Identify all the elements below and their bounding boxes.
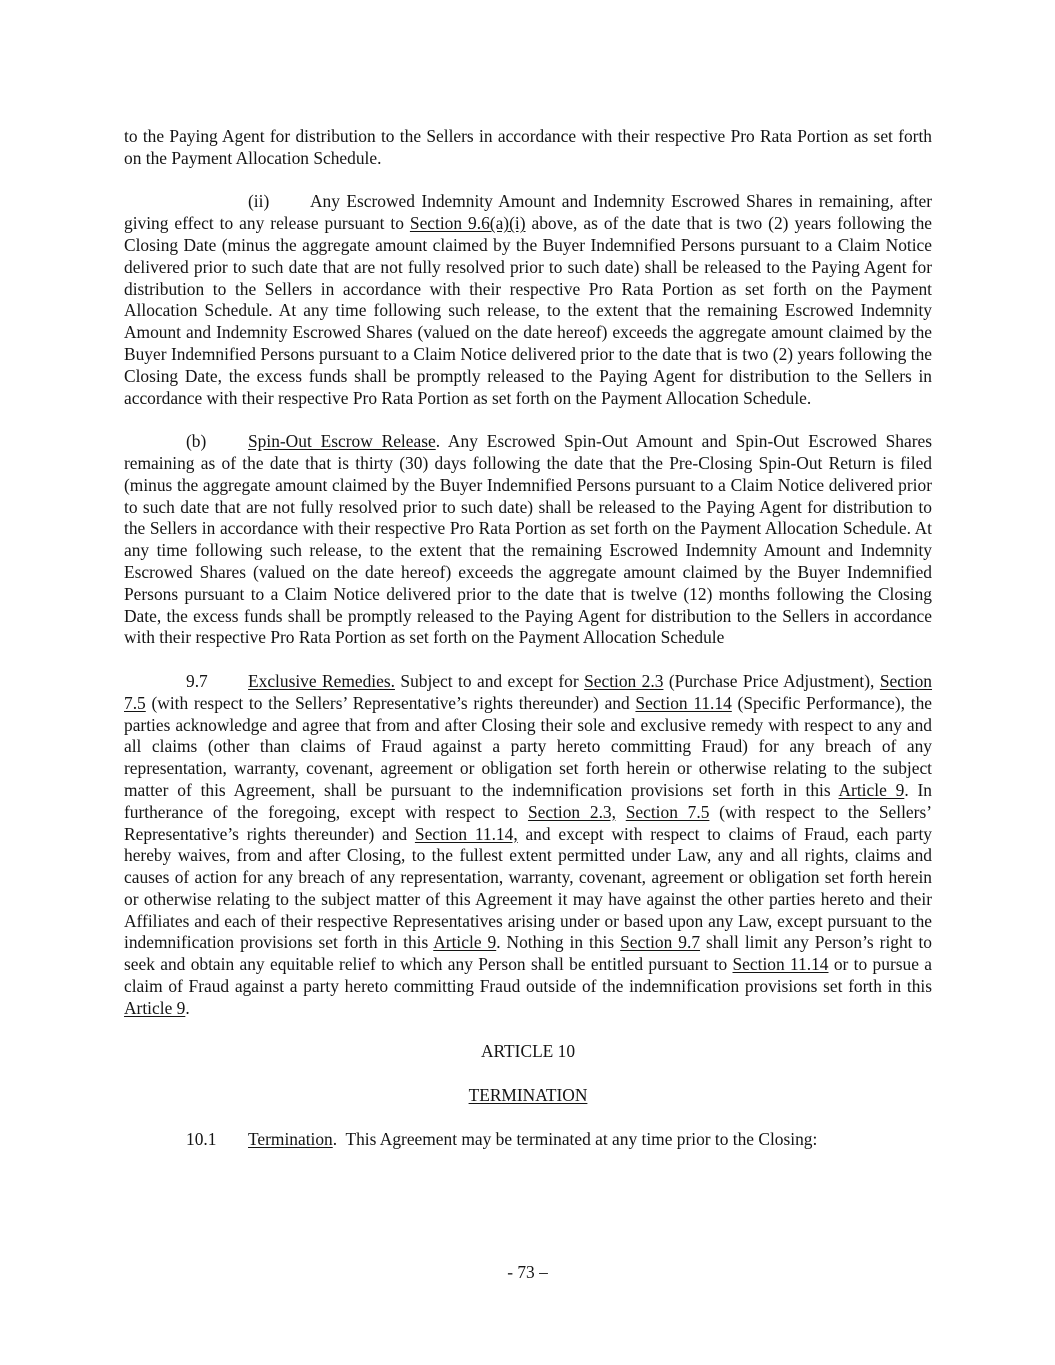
paragraph-text: . This Agreement may be terminated at any time prior to the Closing: <box>332 1128 818 1149</box>
section-9-7 <box>124 671 932 1020</box>
paragraph-text: and except with respect to claims of Fraud, each party hereby waives, from and after Closing, to the fullest extent permitted under Law, any and all rights, claims and causes of action for any breach of any representation, warranty, covenant, agreement or obligation set forth herein or otherwise relating to the subject matter of this Agreement it may have against the other parties hereto and their Affiliates and each of their respective Representatives arising under or based upon any Law, except pursuant to the indemnification provisions set forth in this <box>124 823 932 953</box>
article-number: ARTICLE 10 <box>480 1041 576 1062</box>
section-2-3-reference: Section 2.3 <box>584 670 664 691</box>
section-heading: Exclusive Remedies. <box>248 670 395 691</box>
paragraph-text: (with respect to the Sellers’ Representative’s rights thereunder) and <box>145 692 636 713</box>
article-9-reference: Article 9 <box>124 997 186 1018</box>
article-9-reference: Article 9 <box>838 779 905 800</box>
paragraph-9-6-a-ii <box>124 191 932 409</box>
section-number: 10.1 <box>186 1128 217 1149</box>
clause-number: (b) <box>186 431 207 452</box>
section-7-5-reference: Section 7.5 <box>124 670 933 713</box>
paragraph-text: (Purchase Price Adjustment), <box>663 670 880 691</box>
paragraph-9-6-b <box>124 431 932 649</box>
clause-number: (ii) <box>248 191 270 212</box>
paragraph-text: . Nothing in this <box>496 932 621 953</box>
paragraph-text: . Any Escrowed Spin-Out Amount and Spin-Out Escrowed Shares remaining as of the date that is thirty (30) days following the date that the Pre-Closing Spin-Out Return is filed (minus the aggregate amount claimed by the Buyer Indemnified Persons pursuant to a Claim Notice delivered prior to such date that are not fully resolved prior to such date) shall be released to the Paying Agent for distribution to the Sellers in accordance with their respective Pro Rata Portion as set forth on the Payment Allocation Schedule. At any time following such release, to the extent that the remaining Escrowed Indemnity Amount and Indemnity Escrowed Shares (valued on the date hereof) exceeds the aggregate amount claimed by the Buyer Indemnified Persons pursuant to a Claim Notice delivered prior to the date that is twelve (12) months following the Closing Date, the excess funds shall be promptly released to the Paying Agent for distribution to the Sellers in accordance with their respective Pro Rata Portion as set forth on the Payment Allocation Schedule <box>124 431 932 648</box>
article-title-text: TERMINATION <box>468 1085 588 1106</box>
paragraph-text: Subject to and except for <box>394 670 585 691</box>
paragraph-text: Any Escrowed Indemnity Amount and Indemnity Escrowed Shares in remaining, after giving effect to any release pursuant to <box>124 191 932 234</box>
section-11-14-reference: Section 11.14 <box>635 692 732 713</box>
section-10-1 <box>124 1129 932 1151</box>
article-title <box>124 1085 932 1107</box>
section-7-5-reference: Section 7.5 <box>625 801 710 822</box>
paragraph-text: shall limit any Person’s right to seek and obtain any equitable relief to which any Person shall be entitled pursuant to <box>124 932 933 975</box>
paragraph-text: . In furtherance of the foregoing, except with respect to <box>124 779 932 822</box>
section-9-6-a-i-reference: Section 9.6(a)(i) <box>409 213 526 234</box>
paragraph-text: . <box>185 997 190 1018</box>
paragraph-text: (Specific Performance), the parties acknowledge and agree that from and after Closing their sole and exclusive remedy with respect to any and all claims (other than claims of Fraud against a party hereto committing Fraud) for any breach of any representation, warranty, covenant, agreement or obligation set forth herein or otherwise relating to the subject matter of this Agreement, shall be pursuant to the indemnification provisions set forth in this <box>124 692 932 800</box>
paragraph-text: to the Paying Agent for distribution to the Sellers in accordance with their respective Pro Rata Portion as set forth on the Payment Allocation Schedule. <box>124 126 932 168</box>
section-number: 9.7 <box>186 670 208 691</box>
section-11-14-reference: Section 11.14 <box>732 954 829 975</box>
document-page <box>124 126 932 1150</box>
paragraph-continuation <box>124 126 932 170</box>
section-11-14-reference: Section 11.14, <box>414 823 518 844</box>
clause-heading: Spin-Out Escrow Release <box>248 431 436 452</box>
paragraph-text <box>616 802 626 822</box>
section-heading: Termination <box>248 1128 333 1149</box>
page-number: - 73 – <box>507 1262 548 1282</box>
section-2-3-reference: Section 2.3, <box>527 801 616 822</box>
paragraph-text: or to pursue a claim of Fraud against a party hereto committing Fraud outside of the indemnification provisions set forth in this <box>124 954 932 997</box>
section-9-7-reference: Section 9.7 <box>620 932 701 953</box>
article-9-reference: Article 9 <box>433 932 497 953</box>
paragraph-text: above, as of the date that is two (2) years following the Closing Date (minus the aggregate amount claimed by the Buyer Indemnified Persons pursuant to a Claim Notice delivered prior to such date that are not fully resolved prior to such date) shall be released to the Paying Agent for distribution to the Sellers in accordance with their respective Pro Rata Portion as set forth on the Payment Allocation Schedule. At any time following such release, to the extent that the remaining Escrowed Indemnity Amount and Indemnity Escrowed Shares (valued on the date hereof) exceeds the aggregate amount claimed by the Buyer Indemnified Persons pursuant to a Claim Notice delivered prior to the date that is two (2) years following the Closing Date, the excess funds shall be promptly released to the Paying Agent for distribution to the Sellers in accordance with their respective Pro Rata Portion as set forth on the Payment Allocation Schedule. <box>124 213 932 408</box>
paragraph-text: (with respect to the Sellers’ Representative’s rights thereunder) and <box>124 801 933 844</box>
